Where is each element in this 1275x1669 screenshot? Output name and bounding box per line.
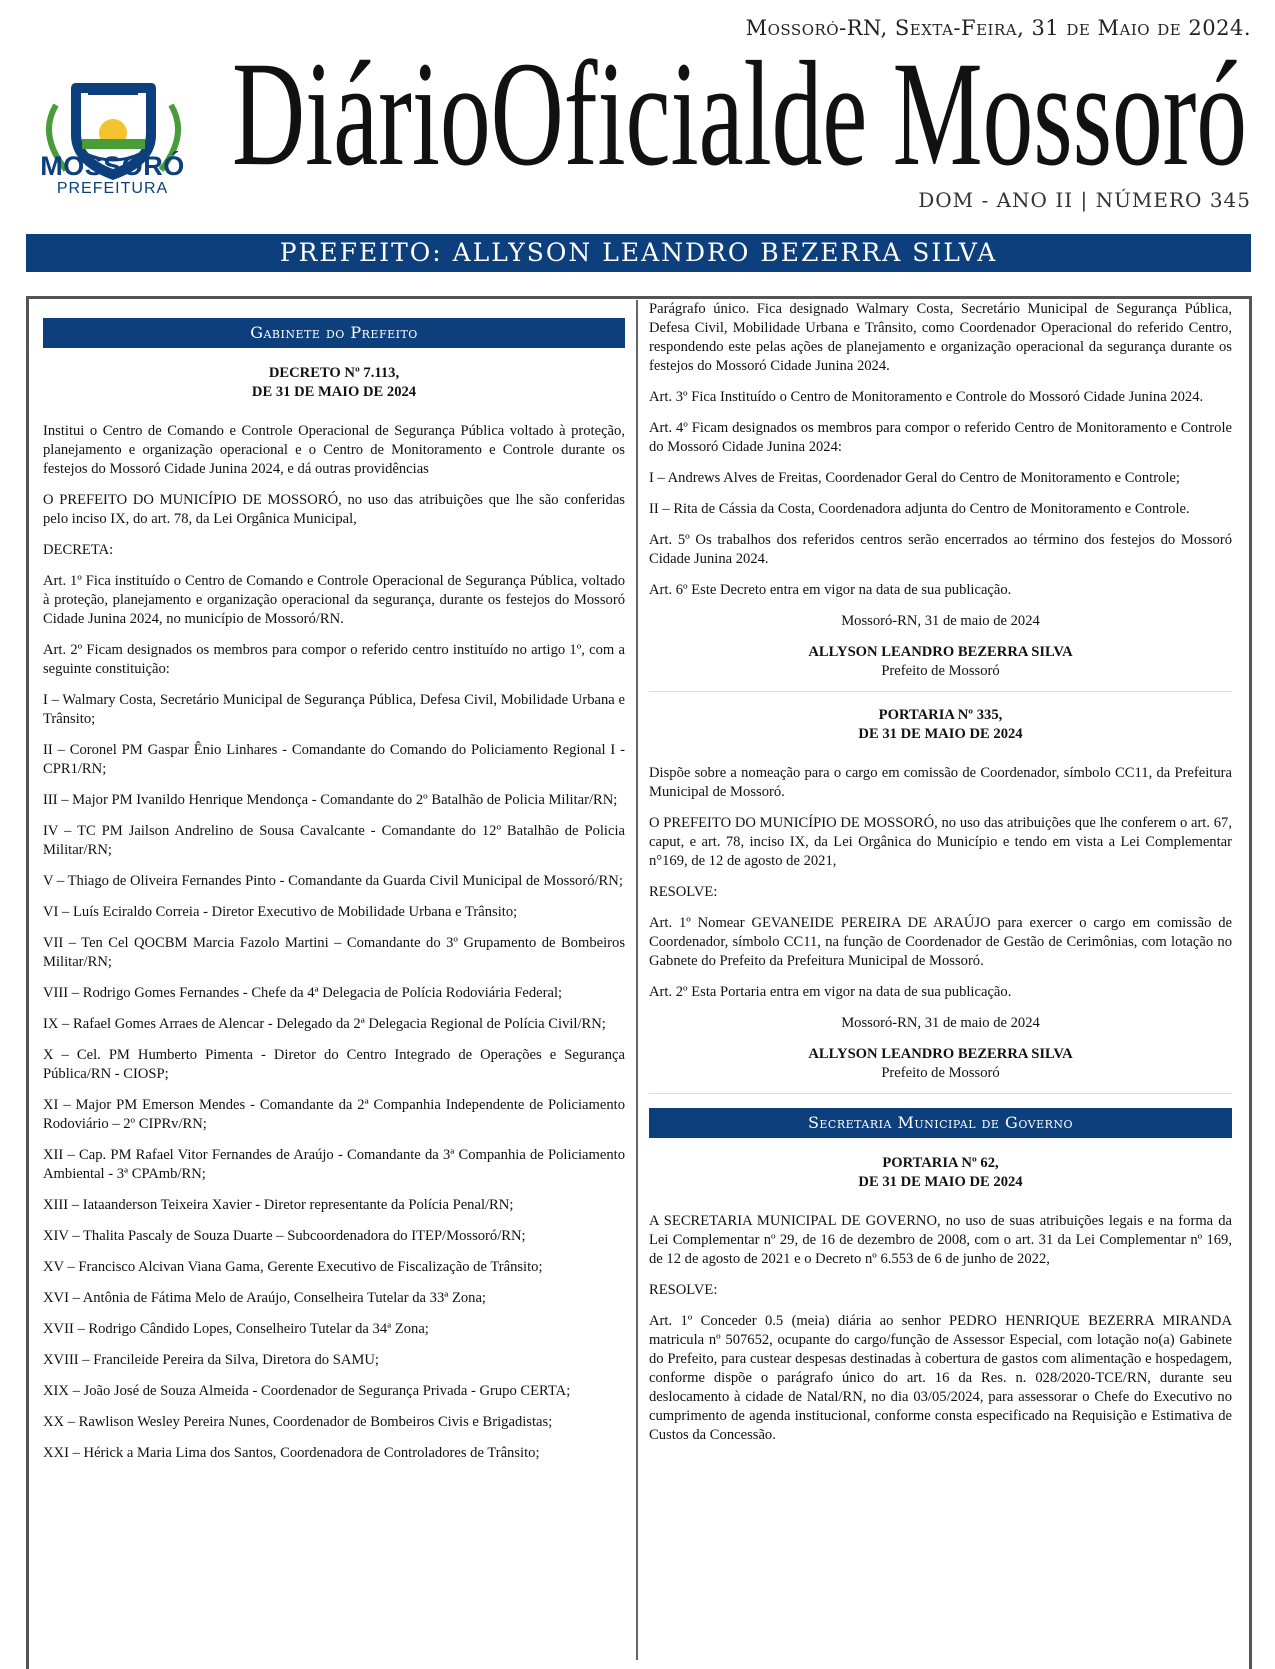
- member-item: IX – Rafael Gomes Arraes de Alencar - Delegado da 2ª Delegacia Regional de Polícia Civil/RN;: [43, 1016, 606, 1032]
- signature-place-date: Mossoró-RN, 31 de maio de 2024: [841, 613, 1040, 629]
- decreto-art4: Art. 4º Ficam designados os membros para compor o referido Centro de Monitoramento e Controle do Mossoró Cidade Junina 2024:: [649, 420, 1232, 455]
- logo-name: MOSSORÓ: [40, 151, 185, 181]
- member-item: XV – Francisco Alcivan Viana Gama, Gerente Executivo de Fiscalização de Trânsito;: [43, 1259, 543, 1275]
- member-item: VII – Ten Cel QOCBM Marcia Fazolo Martini – Comandante do 3º Grupamento de Bombeiros Militar/RN;: [43, 935, 625, 970]
- member-item: XVI – Antônia de Fátima Melo de Araújo, Conselheira Tutelar da 33ª Zona;: [43, 1290, 486, 1306]
- member-item: XIV – Thalita Pascaly de Souza Duarte – Subcoordenadora do ITEP/Mossoró/RN;: [43, 1228, 526, 1244]
- member-item: I – Walmary Costa, Secretário Municipal de Segurança Pública, Defesa Civil, Mobilidade Urbana e Trânsito;: [43, 692, 625, 727]
- signature-role: Prefeito de Mossoró: [881, 663, 1000, 679]
- right-column: [649, 300, 1232, 1457]
- decreto-paragrafo-unico: Parágrafo único. Fica designado Walmary Costa, Secretário Municipal de Segurança Pública, Defesa Civil, Mobilidade Urbana e Trânsito, como Coordenador Operacional do referido Centro, respondendo este pelas ações de planejamento e organização operacional da segurança durante os festejos do Mossoró Cidade Junina 2024.: [649, 301, 1232, 374]
- portaria335-preamble: O PREFEITO DO MUNICÍPIO DE MOSSORÓ, no uso das atribuições que lhe conferem o art. 67, caput, e art. 78, inciso IX, da Lei Orgânica do Município e tendo em vista a Lei Complementar n°169, de 12 de agosto de 2021,: [649, 815, 1232, 869]
- signature-name: ALLYSON LEANDRO BEZERRA SILVA: [808, 644, 1073, 660]
- portaria62-title-line1: PORTARIA Nº 62,: [882, 1155, 999, 1171]
- portaria335-resolve: RESOLVE:: [649, 884, 718, 900]
- monitor-member-item: I – Andrews Alves de Freitas, Coordenador Geral do Centro de Monitoramento e Controle;: [649, 470, 1180, 486]
- issue-date: Mossoró-RN, Sexta-Feira, 31 de Maio de 2024.: [745, 16, 1251, 40]
- member-item: XIII – Iataanderson Teixeira Xavier - Diretor representante da Polícia Penal/RN;: [43, 1197, 514, 1213]
- portaria335-ementa: Dispõe sobre a nomeação para o cargo em comissão de Coordenador, símbolo CC11, da Prefeitura Municipal de Mossoró.: [649, 765, 1232, 800]
- portaria335-title-line2: DE 31 DE MAIO DE 2024: [858, 726, 1023, 742]
- portaria62-preamble: A SECRETARIA MUNICIPAL DE GOVERNO, no uso de suas atribuições legais e na forma da Lei Complementar nº 29, de 16 de dezembro de 2008, com o art. 31 da Lei Complementar nº 169, de 12 de agosto de 2021 e o Decreto nº 6.553 de 6 de junho de 2022,: [649, 1213, 1232, 1267]
- member-item: XVII – Rodrigo Cândido Lopes, Conselheiro Tutelar da 34ª Zona;: [43, 1321, 429, 1337]
- member-item: II – Coronel PM Gaspar Ênio Linhares - Comandante do Comando do Policiamento Regional I - CPR1/RN;: [43, 742, 625, 777]
- separator-rule: [649, 1093, 1232, 1094]
- signature-role: Prefeito de Mossoró: [881, 1065, 1000, 1081]
- newspaper-title: [232, 28, 1252, 188]
- section-header-gabinete: Gabinete do Prefeito: [43, 318, 625, 348]
- decreto-preamble: O PREFEITO DO MUNICÍPIO DE MOSSORÓ, no uso das atribuições que lhe são conferidas pelo inciso IX, do art. 78, da Lei Orgânica Municipal,: [43, 492, 625, 527]
- edition-number: DOM - ANO II | NÚMERO 345: [918, 188, 1251, 212]
- decreto-title-line2: DE 31 DE MAIO DE 2024: [251, 384, 417, 400]
- logo-subtitle: PREFEITURA: [56, 180, 169, 197]
- logo-wordmark: [20, 152, 205, 197]
- member-item: V – Thiago de Oliveira Fernandes Pinto - Comandante da Guarda Civil Municipal de Mossoró/RN;: [43, 873, 623, 889]
- mayor-banner: PREFEITO: ALLYSON LEANDRO BEZERRA SILVA: [26, 234, 1251, 272]
- portaria335-art1: Art. 1º Nomear GEVANEIDE PEREIRA DE ARAÚJO para exercer o cargo em comissão de Coordenador, símbolo CC11, na função de Coordenador de Gestão de Cerimônias, com lotação no Gabnete do Prefeito da Prefeitura Municipal de Mossoró.: [649, 915, 1232, 969]
- decreto-ementa: Institui o Centro de Comando e Controle Operacional de Segurança Pública voltado à proteção, planejamento e organização operacional e o Centro de Monitoramento e Controle durante os festejos do Mossoró Cidade Junina 2024, e dá outras providências: [43, 423, 625, 477]
- decreto-art2: Art. 2º Ficam designados os membros para compor o referido centro instituído no artigo 1º, com a seguinte constituição:: [43, 642, 625, 677]
- member-item: XIX – João José de Souza Almeida - Coordenador de Segurança Privada - Grupo CERTA;: [43, 1383, 571, 1399]
- signature-name: ALLYSON LEANDRO BEZERRA SILVA: [808, 1046, 1073, 1062]
- decreto-decreta: DECRETA:: [43, 542, 114, 558]
- portaria62-art1: Art. 1º Conceder 0.5 (meia) diária ao senhor PEDRO HENRIQUE BEZERRA MIRANDA matricula nº 507652, ocupante do cargo/função de Assessor Especial, com lotação no(a) Gabinete do Prefeito, para custear despesas destinadas à cobertura de gastos com alimentação e hospedagem, conforme dispõe o parágrafo único do art. 16 da Res. n. 028/2020-TCE/RN, durante seu deslocamento à cidade de Natal/RN, no dia 03/05/2024, para assessorar o Chefe do Executivo no cumprimento de agenda institucional, conforme consta especificado na Requisição e Estimativa de Custos da Concessão.: [649, 1313, 1232, 1443]
- decreto-title-line1: DECRETO Nº 7.113,: [268, 365, 400, 381]
- column-divider: [636, 300, 638, 1660]
- decreto-art3: Art. 3º Fica Instituído o Centro de Monitoramento e Controle do Mossoró Cidade Junina 2024.: [649, 389, 1204, 405]
- section-header-governo: Secretaria Municipal de Governo: [649, 1108, 1232, 1138]
- member-item: XI – Major PM Emerson Mendes - Comandante da 2ª Companhia Independente de Policiamento Rodoviário – 2º CIPRv/RN;: [43, 1097, 625, 1132]
- member-item: VI – Luís Eciraldo Correia - Diretor Executivo de Mobilidade Urbana e Trânsito;: [43, 904, 518, 920]
- separator-rule: [649, 691, 1232, 692]
- member-item: XII – Cap. PM Rafael Vitor Fernandes de Araújo - Comandante da 3ª Companhia de Policiamento Ambiental - 3ª CPAmb/RN;: [43, 1147, 625, 1182]
- member-item: X – Cel. PM Humberto Pimenta - Diretor do Centro Integrado de Operações e Segurança Pública/RN - CIOSP;: [43, 1047, 625, 1082]
- member-item: XXI – Hérick a Maria Lima dos Santos, Coordenadora de Controladores de Trânsito;: [43, 1445, 540, 1461]
- signature-place-date: Mossoró-RN, 31 de maio de 2024: [841, 1015, 1040, 1031]
- decreto-art1: Art. 1º Fica instituído o Centro de Comando e Controle Operacional de Segurança Pública, voltado à proteção, planejamento e organização operacional da segurança, durante os festejos do Mossoró Cidade Junina 2024, no município de Mossoró/RN.: [43, 573, 625, 627]
- member-item: XX – Rawlison Wesley Pereira Nunes, Coordenador de Bombeiros Civis e Brigadistas;: [43, 1414, 553, 1430]
- portaria335-art2: Art. 2º Esta Portaria entra em vigor na data de sua publicação.: [649, 984, 1012, 1000]
- member-item: III – Major PM Ivanildo Henrique Mendonça - Comandante do 2º Batalhão de Policia Militar/RN;: [43, 792, 618, 808]
- decreto-art5: Art. 5º Os trabalhos dos referidos centros serão encerrados ao término dos festejos do Mossoró Cidade Junina 2024.: [649, 532, 1232, 567]
- member-item: VIII – Rodrigo Gomes Fernandes - Chefe da 4ª Delegacia de Polícia Rodoviária Federal;: [43, 985, 563, 1001]
- decreto-art6: Art. 6º Este Decreto entra em vigor na data de sua publicação.: [649, 582, 1012, 598]
- monitor-member-item: II – Rita de Cássia da Costa, Coordenadora adjunta do Centro de Monitoramento e Controle.: [649, 501, 1190, 517]
- portaria62-resolve: RESOLVE:: [649, 1282, 718, 1298]
- member-item: XVIII – Francileide Pereira da Silva, Diretora do SAMU;: [43, 1352, 379, 1368]
- left-column: [43, 318, 625, 1475]
- title-text: DiárioOficialde Mossoró: [232, 31, 1247, 188]
- portaria62-title-line2: DE 31 DE MAIO DE 2024: [858, 1174, 1023, 1190]
- portaria335-title-line1: PORTARIA Nº 335,: [878, 707, 1003, 723]
- member-item: IV – TC PM Jailson Andrelino de Sousa Cavalcante - Comandante do 12º Batalhão de Policia Militar/RN;: [43, 823, 625, 858]
